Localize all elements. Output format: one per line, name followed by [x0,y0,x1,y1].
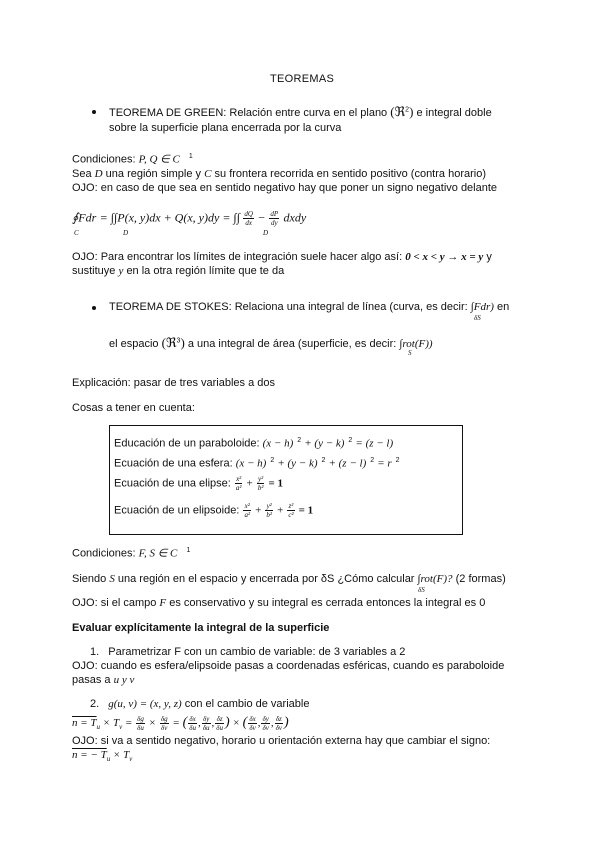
bullet-icon [92,110,96,114]
box-line-ellipse [114,475,283,492]
green-formula: ∮Fdr = ∫∫P(x, y)dx + Q(x, y)dy = ∫∫ $\frac{dQ}{dx}$ − $\frac{dP}{dy}$ dxdy [72,210,307,227]
sphere-math-d: = r [377,457,392,470]
stokes-int1: ∫Fdr) [470,301,494,313]
ojo2-line2-a: sustituye [72,265,116,277]
item-2 [90,697,309,711]
siendo-a: Siendo [72,573,107,585]
conditions-1 [72,152,193,167]
box-line-ellipsoid [114,502,313,519]
conditions2-exp: 1 [186,547,191,554]
box-line-paraboloid [114,436,393,451]
frac-du: δu [216,723,224,732]
conditions2-label: Condiciones: [72,547,136,560]
eq-sign: = [124,717,133,729]
sea-C: C [204,168,212,180]
paraboloid-text: Educación de un paraboloide: [114,437,260,450]
paraboloid-math-a: (x − h) [262,437,294,450]
sphere-math-c: + (z − l) [328,457,367,470]
sea-b: una región simple y [105,168,202,180]
item1-ojo2-a: pasas a [72,674,111,686]
siendo-int: ∫rot(F)? [417,573,453,585]
item2-num: 2. [90,698,100,710]
sphere-exp3: 2 [370,457,375,464]
ojo2-y: y [118,265,124,277]
dp-den: dy [270,219,278,227]
page-title: TEOREMAS [270,73,335,85]
green-text-b: e integral doble [416,107,492,119]
n2-T: T [123,749,130,761]
frac-du: δu [137,723,144,732]
bullet-icon [92,306,96,310]
frac-a2: a² [235,484,242,492]
sea-a: Sea [72,168,92,180]
stokes-int2-sub: S [408,349,412,357]
item-1-ojo2 [72,673,134,687]
frac-dz: δz [275,714,282,723]
sea-D: D [94,168,103,180]
ellipsoid-frac-y [265,502,273,519]
siendo-dS: δS [320,573,335,585]
n2-sub-u: u [106,755,111,764]
green-text-a: TEOREMA DE GREEN: Relación entre curva en el plano [109,107,388,119]
frac-dv: δv [262,723,269,732]
paraboloid-exp2: 2 [348,437,353,444]
sphere-exp4: 2 [395,457,400,464]
ojo-2-line1 [72,250,492,264]
n-T2: T [112,717,120,729]
times-sign: × [102,717,111,729]
conditions-math: P, Q ∈ C [138,153,180,166]
n2-eq: n = − T [72,749,107,761]
frac-y2: y² [266,502,272,510]
stokes-a: TEOREMA DE STOKES: Relaciona una integral de línea (curva, es decir: [109,301,468,313]
stokes-int2: ∫rot(F)) [399,338,433,350]
formula-sub-D2: D [263,229,269,237]
plus-sign: + [246,477,253,490]
ojo3-b: es conservativo y su integral es cerrada entonces la integral es 0 [169,597,486,609]
ellipsoid-text: Ecuación de un elipsoide: [114,504,240,517]
conditions-exp: 1 [188,153,193,160]
frac-b2: b² [266,511,272,519]
frac-c2: c² [288,511,294,519]
item-1-ojo: OJO: cuando es esfera/elipsoide pasas a coordenadas esféricas, cuando es paraboloide [72,660,505,672]
item1-num: 1. [90,646,100,658]
stokes-line2-b: a una integral de área (superficie, es decir: [187,338,397,350]
negative-normal-formula [72,748,132,764]
stokes-space-close: ) [180,335,185,350]
ojo2-math: 0 < x < y → x = y [405,251,484,263]
green-theorem-line1 [109,104,492,121]
ojo-3 [72,596,485,610]
item2-math: g(u, v) = (x, y, z) [108,698,182,710]
sphere-exp1: 2 [270,457,275,464]
conditions-label: Condiciones: [72,153,136,166]
formula-sub-D1: D [123,229,129,237]
ojo2-line2-b: en la otra región límite que te da [126,265,285,277]
frac-dv: δv [275,723,282,732]
siendo-S: S [109,573,115,585]
ellipse-eq1: = 1 [268,477,284,490]
stokes-space: (ℜ [161,335,177,350]
siendo-b: una región en el espacio y encerrada por [117,573,318,585]
item2-text: con el cambio de variable [184,698,310,710]
frac-a2: a² [244,511,251,519]
normal-vector-formula: $n = T_u \times T_v$ = $\frac{\delta g}{\delta u}$ × $\frac{\delta g}{\delta v}$ = ( $\frac{\delta x}{\delta u}$ , $\frac{\delta y}{\delta u}$ , $\frac{\delta z}{\delta u}$ ) × ( $\frac{\delta x}{\delta v}$ , $\frac{\delta y}{\delta v}$ , $\frac{\delta z}{\delta v}$ ) [72,714,289,732]
green-space-exp: 2 [405,106,410,114]
ojo3-F: F [159,597,167,609]
frac-dx: δx [189,714,196,723]
siendo-c: ¿Cómo calcular [337,573,415,585]
frac-dg: δg [137,714,144,723]
dp-dy-fraction [269,210,279,227]
sea-line [72,167,486,181]
cosas: Cosas a tener en cuenta: [72,402,195,414]
explicacion: Explicación: pasar de tres variables a dos [72,377,275,389]
frac-dz: δz [216,714,223,723]
frac-z2: z² [288,502,294,510]
green-space-close: ) [409,104,414,119]
frac-du: δu [189,723,196,732]
sphere-text: Ecuación de una esfera: [114,457,233,470]
green-theorem-line2: sobre la superficie plana encerrada por la curva [109,122,342,134]
item1-text: Parametrizar F con un cambio de variable: de 3 variables a 2 [108,646,406,658]
stokes-space-exp: 3 [176,337,181,345]
n2-sub-v: v [129,755,133,764]
frac-b2: b² [257,484,264,492]
frac-x2: x² [236,475,242,483]
green-space: (ℜ [390,104,406,119]
conditions-2 [72,546,190,561]
paraboloid-math-b: + (y − k) [304,437,345,450]
frac-y2: y² [258,475,264,483]
frac-dx: δx [249,714,256,723]
frac-du: δu [202,723,210,732]
box-line-sphere [114,456,400,471]
sea-c: su frontera recorrida en sentido positivo (contra horario) [214,168,486,180]
conditions2-math: F, S ∈ C [138,547,178,560]
formula-tail: dxdy [283,210,307,225]
frac-dg: δg [160,714,168,723]
ojo2-b: y [486,251,492,263]
siendo-d: (2 formas) [455,573,506,585]
ellipse-text: Ecuación de una elipse: [114,477,231,490]
n-sub-u: u [96,723,101,732]
n-eq-T: n = T [72,717,97,729]
formula-mid: = ∫∫P(x, y)dx + Q(x, y)dy = ∫∫ [99,210,240,225]
ellipse-frac-x [235,475,243,492]
frac-dv: δv [249,723,256,732]
paraboloid-exp1: 2 [297,437,302,444]
paraboloid-math-c: = (z − l) [355,437,394,450]
frac-dv: δv [161,723,168,732]
siendo-int-sub: δS [418,586,425,594]
siendo-line [72,572,506,586]
section-heading: Evaluar explícitamente la integral de la superficie [72,622,330,634]
item1-ojo2-math: u y v [113,674,135,686]
ojo-2-line2 [72,264,284,278]
plus-sign: + [277,504,284,517]
frac-dy: δy [202,714,210,723]
times-sign: × [112,749,121,761]
stokes-b: en [497,301,510,313]
dq-den: dx [245,219,252,227]
frac-dy: δy [262,714,269,723]
formula-lhs: ∮Fdr [72,210,97,225]
frac-x2: x² [244,502,250,510]
stokes-line1 [109,300,509,314]
sphere-math-b: + (y − k) [277,457,318,470]
stokes-line2 [109,335,433,352]
times-sign: × [232,717,240,729]
ojo-1: OJO: en caso de que sea en sentido negativo hay que poner un signo negativo delante [72,182,498,194]
sphere-math-a: (x − h) [235,457,267,470]
ellipsoid-frac-x [243,502,251,519]
ellipse-frac-y [257,475,265,492]
formula-sub-C: C [74,229,79,237]
eq-sign: = [172,717,180,729]
ojo2-a: OJO: Para encontrar los límites de integración suele hacer algo así: [72,251,403,263]
dp-num: dP [270,210,279,218]
times-sign: × [148,717,157,729]
n-sub-v: v [119,723,123,732]
ellipsoid-eq1: = 1 [298,504,314,517]
plus-sign: + [255,504,262,517]
dq-dx-fraction [243,210,254,227]
item-1 [90,645,405,659]
item-2-ojo: OJO: si va a sentido negativo, horario u orientación externa hay que cambiar el signo: [72,735,491,747]
dq-num: dQ [244,210,253,218]
sphere-exp2: 2 [321,457,326,464]
ojo3-a: OJO: si el campo [72,597,157,609]
stokes-int1-sub: δS [474,314,481,322]
stokes-line2-a: el espacio [109,338,159,350]
ellipsoid-frac-z [287,502,294,519]
